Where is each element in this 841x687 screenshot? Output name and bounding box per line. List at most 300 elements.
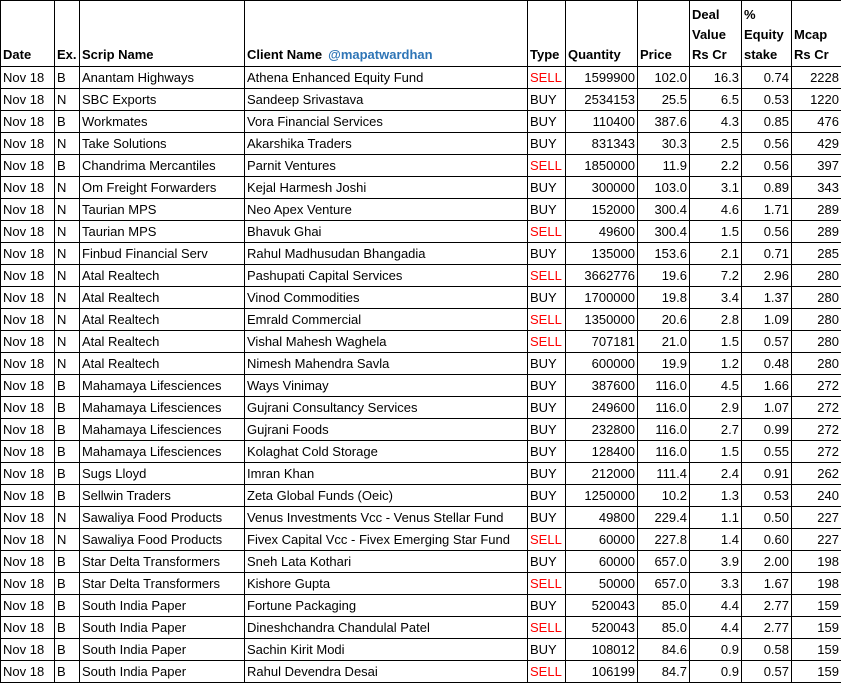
table-row <box>1 89 841 111</box>
table-row <box>1 133 841 155</box>
cell-deal-value: 1.5 <box>690 331 742 353</box>
cell-exchange: N <box>55 507 80 529</box>
cell-deal-value: 16.3 <box>690 67 742 89</box>
cell-type: BUY <box>528 177 566 199</box>
cell-mcap: 227 <box>792 507 841 529</box>
cell-deal-value: 4.3 <box>690 111 742 133</box>
cell-quantity: 108012 <box>566 639 638 661</box>
cell-equity-stake: 1.71 <box>742 199 792 221</box>
cell-type: BUY <box>528 441 566 463</box>
cell-type: BUY <box>528 507 566 529</box>
cell-client-name: Rahul Devendra Desai <box>245 661 528 683</box>
cell-equity-stake: 0.53 <box>742 89 792 111</box>
cell-date: Nov 18 <box>1 155 55 177</box>
cell-exchange: B <box>55 617 80 639</box>
cell-quantity: 3662776 <box>566 265 638 287</box>
cell-deal-value: 1.5 <box>690 441 742 463</box>
cell-equity-stake: 0.53 <box>742 485 792 507</box>
cell-client-name: Pashupati Capital Services <box>245 265 528 287</box>
cell-mcap: 272 <box>792 441 841 463</box>
cell-client-name: Kejal Harmesh Joshi <box>245 177 528 199</box>
cell-scrip-name: Atal Realtech <box>80 265 245 287</box>
cell-mcap: 280 <box>792 287 841 309</box>
cell-type: BUY <box>528 133 566 155</box>
cell-date: Nov 18 <box>1 221 55 243</box>
cell-exchange: B <box>55 573 80 595</box>
cell-exchange: B <box>55 463 80 485</box>
cell-exchange: B <box>55 661 80 683</box>
cell-type: SELL <box>528 661 566 683</box>
cell-price: 116.0 <box>638 441 690 463</box>
cell-date: Nov 18 <box>1 67 55 89</box>
cell-deal-value: 7.2 <box>690 265 742 287</box>
cell-mcap: 159 <box>792 661 841 683</box>
cell-equity-stake: 0.48 <box>742 353 792 375</box>
cell-client-name: Vishal Mahesh Waghela <box>245 331 528 353</box>
table-row <box>1 199 841 221</box>
cell-quantity: 520043 <box>566 617 638 639</box>
cell-scrip-name: Finbud Financial Serv <box>80 243 245 265</box>
cell-equity-stake: 0.56 <box>742 133 792 155</box>
cell-quantity: 106199 <box>566 661 638 683</box>
cell-deal-value: 4.5 <box>690 375 742 397</box>
cell-quantity: 60000 <box>566 551 638 573</box>
cell-client-name: Bhavuk Ghai <box>245 221 528 243</box>
cell-type: BUY <box>528 551 566 573</box>
cell-equity-stake: 1.67 <box>742 573 792 595</box>
cell-quantity: 212000 <box>566 463 638 485</box>
col-header-deal-value: Deal Value Rs Cr <box>690 1 742 67</box>
cell-mcap: 280 <box>792 353 841 375</box>
cell-quantity: 49800 <box>566 507 638 529</box>
cell-exchange: B <box>55 419 80 441</box>
table-row <box>1 419 841 441</box>
cell-type: BUY <box>528 463 566 485</box>
cell-type: SELL <box>528 265 566 287</box>
cell-mcap: 272 <box>792 397 841 419</box>
cell-date: Nov 18 <box>1 243 55 265</box>
cell-mcap: 289 <box>792 221 841 243</box>
cell-deal-value: 0.9 <box>690 639 742 661</box>
cell-date: Nov 18 <box>1 617 55 639</box>
cell-mcap: 429 <box>792 133 841 155</box>
cell-quantity: 1250000 <box>566 485 638 507</box>
cell-scrip-name: Sawaliya Food Products <box>80 507 245 529</box>
col-header-client <box>245 1 528 67</box>
col-header-exchange: Ex. <box>55 1 80 67</box>
cell-client-name: Sneh Lata Kothari <box>245 551 528 573</box>
cell-price: 103.0 <box>638 177 690 199</box>
cell-type: BUY <box>528 199 566 221</box>
cell-price: 19.8 <box>638 287 690 309</box>
cell-date: Nov 18 <box>1 111 55 133</box>
cell-price: 116.0 <box>638 419 690 441</box>
table-row <box>1 551 841 573</box>
cell-date: Nov 18 <box>1 551 55 573</box>
cell-deal-value: 2.2 <box>690 155 742 177</box>
cell-equity-stake: 1.66 <box>742 375 792 397</box>
table-row <box>1 661 841 683</box>
cell-equity-stake: 0.60 <box>742 529 792 551</box>
cell-deal-value: 3.1 <box>690 177 742 199</box>
cell-price: 10.2 <box>638 485 690 507</box>
cell-mcap: 397 <box>792 155 841 177</box>
cell-mcap: 198 <box>792 551 841 573</box>
cell-quantity: 60000 <box>566 529 638 551</box>
cell-exchange: N <box>55 287 80 309</box>
cell-equity-stake: 0.50 <box>742 507 792 529</box>
cell-client-name: Fivex Capital Vcc - Fivex Emerging Star Fund <box>245 529 528 551</box>
cell-deal-value: 2.9 <box>690 397 742 419</box>
cell-exchange: B <box>55 375 80 397</box>
cell-equity-stake: 1.37 <box>742 287 792 309</box>
cell-deal-value: 2.5 <box>690 133 742 155</box>
table-row <box>1 639 841 661</box>
cell-deal-value: 2.4 <box>690 463 742 485</box>
cell-client-name: Athena Enhanced Equity Fund <box>245 67 528 89</box>
cell-scrip-name: South India Paper <box>80 661 245 683</box>
cell-date: Nov 18 <box>1 661 55 683</box>
cell-exchange: B <box>55 551 80 573</box>
cell-client-name: Fortune Packaging <box>245 595 528 617</box>
cell-deal-value: 0.9 <box>690 661 742 683</box>
cell-mcap: 159 <box>792 595 841 617</box>
cell-quantity: 2534153 <box>566 89 638 111</box>
cell-price: 116.0 <box>638 397 690 419</box>
table-row <box>1 441 841 463</box>
cell-client-name: Vora Financial Services <box>245 111 528 133</box>
cell-type: BUY <box>528 243 566 265</box>
cell-exchange: B <box>55 441 80 463</box>
cell-price: 19.6 <box>638 265 690 287</box>
cell-exchange: N <box>55 133 80 155</box>
cell-client-name: Parnit Ventures <box>245 155 528 177</box>
cell-client-name: Gujrani Foods <box>245 419 528 441</box>
cell-type: BUY <box>528 397 566 419</box>
cell-deal-value: 4.4 <box>690 617 742 639</box>
cell-scrip-name: Taurian MPS <box>80 199 245 221</box>
table-row <box>1 353 841 375</box>
cell-type: SELL <box>528 331 566 353</box>
cell-scrip-name: Take Solutions <box>80 133 245 155</box>
cell-price: 85.0 <box>638 617 690 639</box>
cell-deal-value: 3.4 <box>690 287 742 309</box>
col-header-mcap: Mcap Rs Cr <box>792 1 841 67</box>
cell-equity-stake: 2.77 <box>742 595 792 617</box>
cell-price: 387.6 <box>638 111 690 133</box>
cell-equity-stake: 1.07 <box>742 397 792 419</box>
cell-type: BUY <box>528 353 566 375</box>
cell-quantity: 110400 <box>566 111 638 133</box>
cell-mcap: 280 <box>792 331 841 353</box>
cell-equity-stake: 2.77 <box>742 617 792 639</box>
cell-exchange: B <box>55 595 80 617</box>
cell-type: SELL <box>528 529 566 551</box>
cell-price: 111.4 <box>638 463 690 485</box>
header-row <box>1 1 841 67</box>
cell-mcap: 198 <box>792 573 841 595</box>
cell-mcap: 476 <box>792 111 841 133</box>
cell-mcap: 159 <box>792 639 841 661</box>
cell-quantity: 249600 <box>566 397 638 419</box>
cell-exchange: B <box>55 485 80 507</box>
cell-deal-value: 3.3 <box>690 573 742 595</box>
cell-price: 21.0 <box>638 331 690 353</box>
cell-exchange: N <box>55 199 80 221</box>
table-row <box>1 331 841 353</box>
cell-equity-stake: 0.57 <box>742 661 792 683</box>
cell-quantity: 1599900 <box>566 67 638 89</box>
cell-mcap: 240 <box>792 485 841 507</box>
twitter-handle: @mapatwardhan <box>328 47 433 62</box>
cell-date: Nov 18 <box>1 309 55 331</box>
cell-date: Nov 18 <box>1 353 55 375</box>
cell-exchange: N <box>55 221 80 243</box>
cell-type: BUY <box>528 375 566 397</box>
cell-type: SELL <box>528 155 566 177</box>
col-header-equity-stake: % Equity stake <box>742 1 792 67</box>
cell-date: Nov 18 <box>1 595 55 617</box>
cell-quantity: 232800 <box>566 419 638 441</box>
cell-date: Nov 18 <box>1 287 55 309</box>
cell-equity-stake: 0.71 <box>742 243 792 265</box>
cell-type: BUY <box>528 639 566 661</box>
cell-price: 227.8 <box>638 529 690 551</box>
cell-client-name: Akarshika Traders <box>245 133 528 155</box>
cell-price: 102.0 <box>638 67 690 89</box>
table-row <box>1 573 841 595</box>
cell-quantity: 1700000 <box>566 287 638 309</box>
cell-quantity: 600000 <box>566 353 638 375</box>
cell-exchange: B <box>55 111 80 133</box>
cell-exchange: N <box>55 243 80 265</box>
cell-price: 657.0 <box>638 573 690 595</box>
cell-scrip-name: Mahamaya Lifesciences <box>80 441 245 463</box>
cell-equity-stake: 2.96 <box>742 265 792 287</box>
cell-scrip-name: Anantam Highways <box>80 67 245 89</box>
client-header-label: Client Name <box>247 47 323 62</box>
cell-date: Nov 18 <box>1 177 55 199</box>
cell-price: 300.4 <box>638 221 690 243</box>
table-body <box>1 67 841 683</box>
cell-scrip-name: Mahamaya Lifesciences <box>80 419 245 441</box>
cell-price: 25.5 <box>638 89 690 111</box>
cell-price: 153.6 <box>638 243 690 265</box>
cell-quantity: 135000 <box>566 243 638 265</box>
cell-price: 84.6 <box>638 639 690 661</box>
cell-price: 19.9 <box>638 353 690 375</box>
table-row <box>1 595 841 617</box>
cell-client-name: Dineshchandra Chandulal Patel <box>245 617 528 639</box>
cell-date: Nov 18 <box>1 507 55 529</box>
cell-scrip-name: Atal Realtech <box>80 353 245 375</box>
cell-exchange: N <box>55 309 80 331</box>
cell-date: Nov 18 <box>1 639 55 661</box>
cell-date: Nov 18 <box>1 331 55 353</box>
table-row <box>1 375 841 397</box>
cell-quantity: 128400 <box>566 441 638 463</box>
table-row <box>1 155 841 177</box>
cell-type: SELL <box>528 573 566 595</box>
cell-date: Nov 18 <box>1 529 55 551</box>
cell-mcap: 272 <box>792 375 841 397</box>
cell-quantity: 50000 <box>566 573 638 595</box>
cell-equity-stake: 0.57 <box>742 331 792 353</box>
cell-quantity: 387600 <box>566 375 638 397</box>
cell-exchange: N <box>55 353 80 375</box>
col-header-type: Type <box>528 1 566 67</box>
cell-client-name: Nimesh Mahendra Savla <box>245 353 528 375</box>
cell-scrip-name: Atal Realtech <box>80 309 245 331</box>
cell-price: 657.0 <box>638 551 690 573</box>
cell-client-name: Zeta Global Funds (Oeic) <box>245 485 528 507</box>
cell-mcap: 280 <box>792 265 841 287</box>
cell-client-name: Emrald Commercial <box>245 309 528 331</box>
cell-equity-stake: 0.55 <box>742 441 792 463</box>
cell-client-name: Vinod Commodities <box>245 287 528 309</box>
cell-deal-value: 2.8 <box>690 309 742 331</box>
cell-mcap: 2228 <box>792 67 841 89</box>
cell-date: Nov 18 <box>1 375 55 397</box>
cell-equity-stake: 0.58 <box>742 639 792 661</box>
table-row <box>1 111 841 133</box>
cell-equity-stake: 0.74 <box>742 67 792 89</box>
cell-deal-value: 1.3 <box>690 485 742 507</box>
cell-scrip-name: Star Delta Transformers <box>80 573 245 595</box>
cell-exchange: N <box>55 529 80 551</box>
cell-type: BUY <box>528 485 566 507</box>
cell-type: BUY <box>528 111 566 133</box>
cell-mcap: 262 <box>792 463 841 485</box>
cell-price: 116.0 <box>638 375 690 397</box>
cell-mcap: 159 <box>792 617 841 639</box>
cell-equity-stake: 0.91 <box>742 463 792 485</box>
cell-scrip-name: South India Paper <box>80 617 245 639</box>
cell-scrip-name: Sawaliya Food Products <box>80 529 245 551</box>
cell-date: Nov 18 <box>1 463 55 485</box>
cell-date: Nov 18 <box>1 199 55 221</box>
table-row <box>1 397 841 419</box>
cell-mcap: 227 <box>792 529 841 551</box>
cell-client-name: Neo Apex Venture <box>245 199 528 221</box>
cell-exchange: B <box>55 639 80 661</box>
cell-mcap: 343 <box>792 177 841 199</box>
cell-date: Nov 18 <box>1 485 55 507</box>
cell-client-name: Kishore Gupta <box>245 573 528 595</box>
cell-equity-stake: 1.09 <box>742 309 792 331</box>
cell-mcap: 280 <box>792 309 841 331</box>
cell-scrip-name: Mahamaya Lifesciences <box>80 375 245 397</box>
col-header-scrip: Scrip Name <box>80 1 245 67</box>
table-row <box>1 309 841 331</box>
cell-client-name: Ways Vinimay <box>245 375 528 397</box>
cell-quantity: 520043 <box>566 595 638 617</box>
cell-date: Nov 18 <box>1 133 55 155</box>
cell-client-name: Sachin Kirit Modi <box>245 639 528 661</box>
cell-type: BUY <box>528 419 566 441</box>
table-row <box>1 463 841 485</box>
cell-exchange: B <box>55 67 80 89</box>
cell-scrip-name: South India Paper <box>80 595 245 617</box>
cell-deal-value: 4.6 <box>690 199 742 221</box>
cell-price: 84.7 <box>638 661 690 683</box>
cell-deal-value: 1.2 <box>690 353 742 375</box>
cell-exchange: N <box>55 265 80 287</box>
cell-quantity: 1850000 <box>566 155 638 177</box>
cell-mcap: 289 <box>792 199 841 221</box>
table-row <box>1 529 841 551</box>
cell-deal-value: 1.5 <box>690 221 742 243</box>
cell-type: BUY <box>528 89 566 111</box>
cell-client-name: Gujrani Consultancy Services <box>245 397 528 419</box>
cell-scrip-name: Chandrima Mercantiles <box>80 155 245 177</box>
cell-price: 11.9 <box>638 155 690 177</box>
table-row <box>1 617 841 639</box>
cell-date: Nov 18 <box>1 573 55 595</box>
cell-price: 229.4 <box>638 507 690 529</box>
cell-equity-stake: 0.99 <box>742 419 792 441</box>
col-header-date: Date <box>1 1 55 67</box>
cell-client-name: Rahul Madhusudan Bhangadia <box>245 243 528 265</box>
col-header-quantity: Quantity <box>566 1 638 67</box>
cell-client-name: Imran Khan <box>245 463 528 485</box>
cell-scrip-name: Mahamaya Lifesciences <box>80 397 245 419</box>
cell-type: SELL <box>528 617 566 639</box>
cell-equity-stake: 0.85 <box>742 111 792 133</box>
table-row <box>1 243 841 265</box>
cell-date: Nov 18 <box>1 397 55 419</box>
cell-scrip-name: Om Freight Forwarders <box>80 177 245 199</box>
cell-deal-value: 4.4 <box>690 595 742 617</box>
cell-scrip-name: Star Delta Transformers <box>80 551 245 573</box>
cell-quantity: 49600 <box>566 221 638 243</box>
cell-client-name: Venus Investments Vcc - Venus Stellar Fund <box>245 507 528 529</box>
cell-scrip-name: Taurian MPS <box>80 221 245 243</box>
cell-exchange: N <box>55 177 80 199</box>
cell-price: 85.0 <box>638 595 690 617</box>
table-row <box>1 67 841 89</box>
cell-type: BUY <box>528 287 566 309</box>
cell-exchange: B <box>55 397 80 419</box>
cell-equity-stake: 0.56 <box>742 221 792 243</box>
cell-quantity: 707181 <box>566 331 638 353</box>
cell-type: SELL <box>528 67 566 89</box>
cell-date: Nov 18 <box>1 441 55 463</box>
cell-scrip-name: Atal Realtech <box>80 287 245 309</box>
cell-exchange: N <box>55 331 80 353</box>
cell-exchange: B <box>55 155 80 177</box>
table-row <box>1 287 841 309</box>
cell-quantity: 1350000 <box>566 309 638 331</box>
cell-mcap: 272 <box>792 419 841 441</box>
cell-quantity: 831343 <box>566 133 638 155</box>
cell-quantity: 300000 <box>566 177 638 199</box>
cell-mcap: 285 <box>792 243 841 265</box>
cell-scrip-name: Workmates <box>80 111 245 133</box>
cell-deal-value: 6.5 <box>690 89 742 111</box>
cell-type: SELL <box>528 221 566 243</box>
cell-deal-value: 1.4 <box>690 529 742 551</box>
table-row <box>1 177 841 199</box>
cell-scrip-name: South India Paper <box>80 639 245 661</box>
cell-exchange: N <box>55 89 80 111</box>
cell-type: BUY <box>528 595 566 617</box>
cell-scrip-name: Sellwin Traders <box>80 485 245 507</box>
cell-deal-value: 2.7 <box>690 419 742 441</box>
table-row <box>1 265 841 287</box>
cell-deal-value: 2.1 <box>690 243 742 265</box>
cell-type: SELL <box>528 309 566 331</box>
